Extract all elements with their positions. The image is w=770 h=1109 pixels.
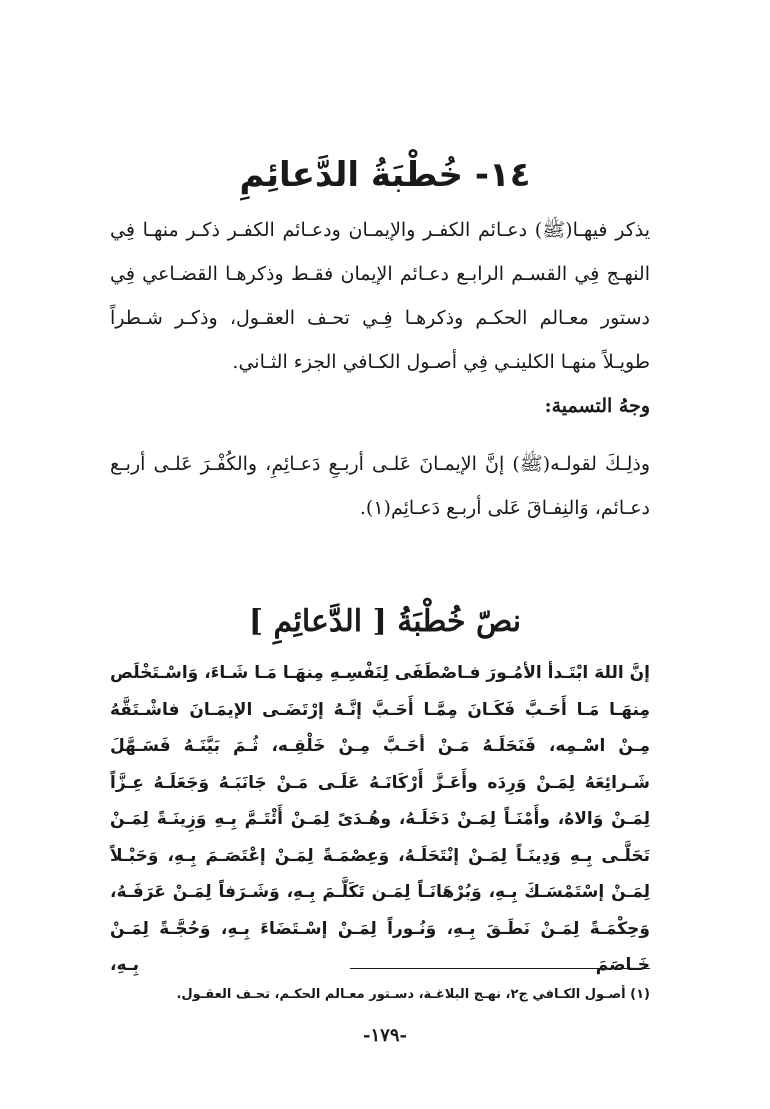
intro-paragraph: يذكر فيهـا(ﷺ) دعـائم الكفـر والإيمـان ودعـائم الكفـر ذكـر منهـا فِي النهـج فِي القسـم الرابـع دعـائم الإيمان فقـط وذكرهـا القضـاعي فِي دستور معـالم الحكـم وذكرهـا فِـي تحـف العقـول، وذكـر شـطراً طويـلاً منهـا الكلينـي فِي أصـول الكـافي الجزء الثـاني. <box>110 219 650 373</box>
footnote: (١) أصـول الكـافي ج٢، نهـج البلاغـة، دسـتور معـالم الحكـم، تحـف العقـول. <box>176 987 650 1002</box>
page-number: -١٧٩- <box>363 1025 407 1046</box>
section-title: نصّ خُطْبَةُ [ الدَّعائِمِ ] <box>248 604 522 639</box>
chapter-title: ١٤- خُطْبَةُ الدَّعائِمِ <box>239 155 531 195</box>
footnote-divider <box>350 968 650 969</box>
naming-subheading: وجهُ التسمية: <box>544 395 650 417</box>
naming-quote: وذلِـكَ لقولـه(ﷺ) إنَّ الإيمـانَ عَلـى أربـعِ دَعـائِمِ، والكُفْـرَ عَلـى أربـع دعـائم، وَالنِفـاقَ عَلى أربـع دَعـائِم(١). <box>110 453 650 519</box>
sermon-text-block <box>110 655 650 984</box>
sermon-paragraph: إنَّ اللهَ ابْتَـدأ الأمُـورَ فـاصْطَفَى لِنَفْسِـهِ مِنهَـا مَـا شَـاءَ، وَاسْـتَخْلَص مِنهَـا مَـا أَحَـبَّ فَكَـانَ مِمَّـا أَحَـبَّ إنَّـهُ إرْتَضَـى الإيمَـانَ فاشْـتَقَّهُ مِـنْ اسْـمِه، فَنَحَلَـهُ مَـنْ أحَـبَّ مِـنْ خَلْقِـه، ثُـمَ بَيَّنَـهُ فَسَـهَّلَ شَـرائِعَهُ لِمَـنْ وَرِدَه وأَعَـزَّ أَرْكَانَـهُ عَلَـى مَـنْ جَانَبَـهُ وَجَعَلَـهُ عِـزَّاً لِمَـنْ وَالاهُ، وأَمْنَـاً لِمَـنْ دَخَلَـهُ، وهُـدَىً لِمَـنْ أَئْتَـمَّ بِـهِ وَزِينَـةً لِمَـنْ تَحَلَّـى بِـهِ وَدِينَـاً لِمَـنْ إنْتَحَلَـهُ، وَعِصْمَـةً لِمَـنْ إعْتَصَـمَ بِـهِ، وَحَبْـلاً لِمَـنْ إسْتَمْسَـكَ بِـهِ، وَبُرْهَانَـاً لِمَـن تَكَلَّـمَ بِـهِ، وَشَـرَفاً لِمَـنْ عَرَفَـهُ، وَحِكْمَـةً لِمَـنْ نَطَـقَ بِـهِ، وَنُـوراً لِمَـنْ إسْـتَضَاءَ بِـهِ، وَحُجَّـةً لِمَـنْ خَـاصَمَ بِـهِ، <box>110 663 650 975</box>
intro-section <box>110 208 650 530</box>
